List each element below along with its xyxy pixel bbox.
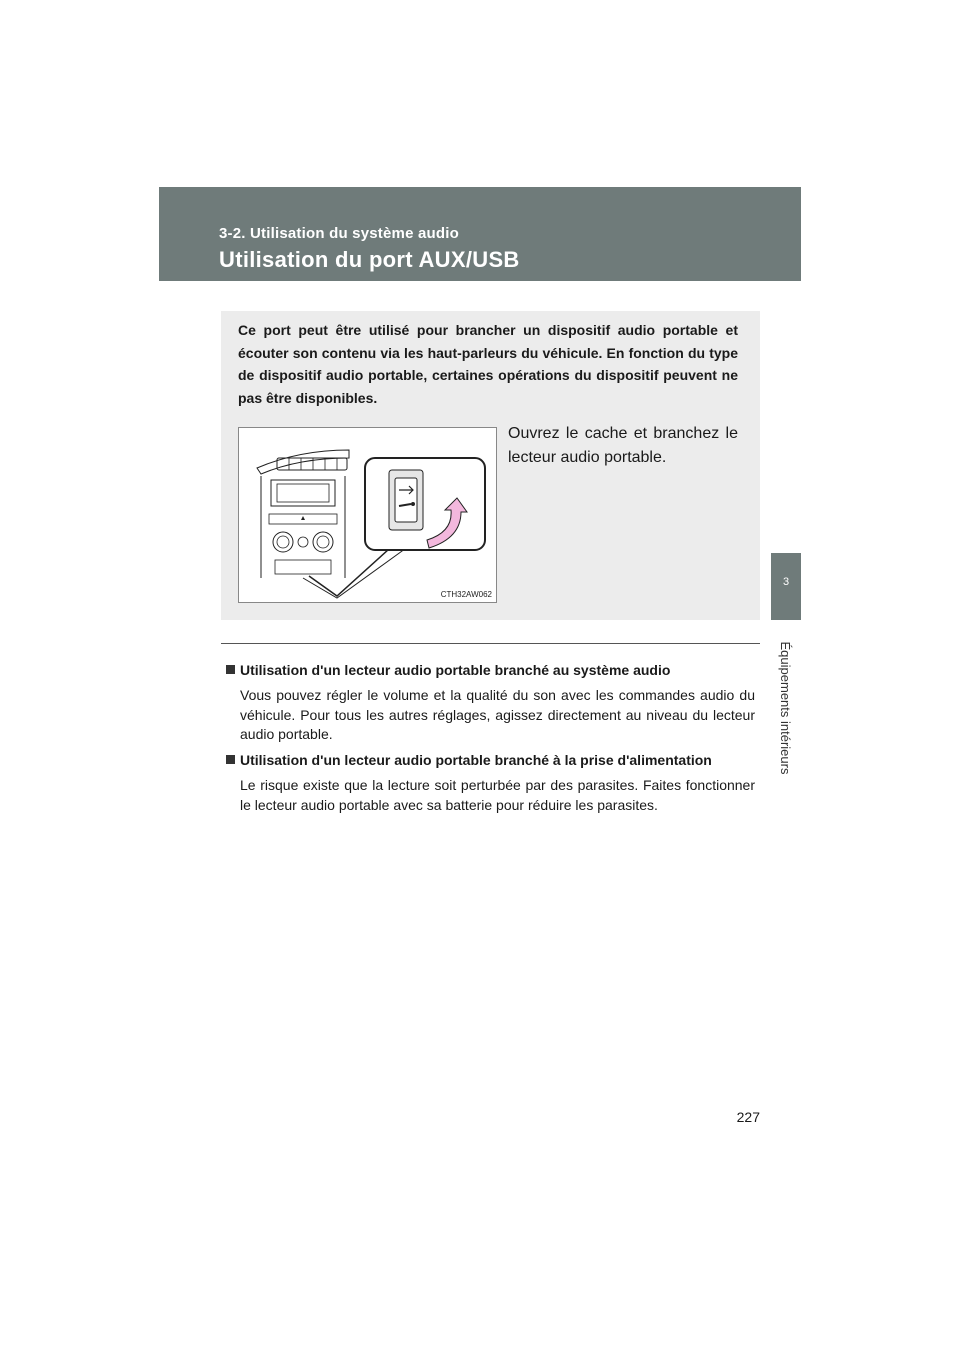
chapter-tab bbox=[771, 553, 801, 620]
note-item bbox=[226, 661, 755, 745]
note-body: Le risque existe que la lecture soit perturbée par des parasites. Faites fonctionner le lecteur audio portable avec sa batterie pour réduire les parasites. bbox=[240, 777, 755, 813]
divider bbox=[221, 643, 760, 644]
page-number: 227 bbox=[736, 1109, 760, 1125]
note-heading: Utilisation d'un lecteur audio portable branché au système audio bbox=[240, 662, 671, 678]
callout-bubble bbox=[365, 458, 485, 550]
bullet-square-icon bbox=[226, 665, 235, 674]
intro-text: Ce port peut être utilisé pour brancher un dispositif audio portable et écouter son contenu via les haut-parleurs du véhicule. En fonction du type de dispositif audio portable, certaines opérations du dispositif peuvent ne pas être disponibles. bbox=[238, 322, 738, 406]
intro-box bbox=[221, 311, 760, 620]
knob-right-icon bbox=[313, 532, 333, 552]
note-heading: Utilisation d'un lecteur audio portable branché à la prise d'alimentation bbox=[240, 752, 712, 768]
section-header bbox=[159, 187, 801, 281]
knob-left-icon bbox=[273, 532, 293, 552]
air-vent-icon bbox=[277, 458, 347, 470]
note-item bbox=[226, 751, 755, 815]
aux-usb-compartment bbox=[275, 560, 331, 574]
note-body: Vous pouvez régler le volume et la qualité du son avec les commandes audio du véhicule. Pour tous les autres réglages, agissez directement au niveau du lecteur audio portable. bbox=[240, 687, 755, 742]
section-label: 3-2. Utilisation du système audio bbox=[219, 225, 459, 242]
page-title: Utilisation du port AUX/USB bbox=[219, 247, 520, 272]
dashboard-illustration bbox=[238, 427, 497, 603]
dashboard-drawing bbox=[239, 428, 496, 602]
chapter-number: 3 bbox=[782, 576, 790, 588]
step-instruction: Ouvrez le cache et branchez le lecteur audio portable. bbox=[508, 425, 738, 466]
figure-code: CTH32AW062 bbox=[440, 590, 492, 599]
chapter-label: Équipements intérieurs bbox=[778, 641, 793, 775]
bullet-square-icon bbox=[226, 755, 235, 764]
